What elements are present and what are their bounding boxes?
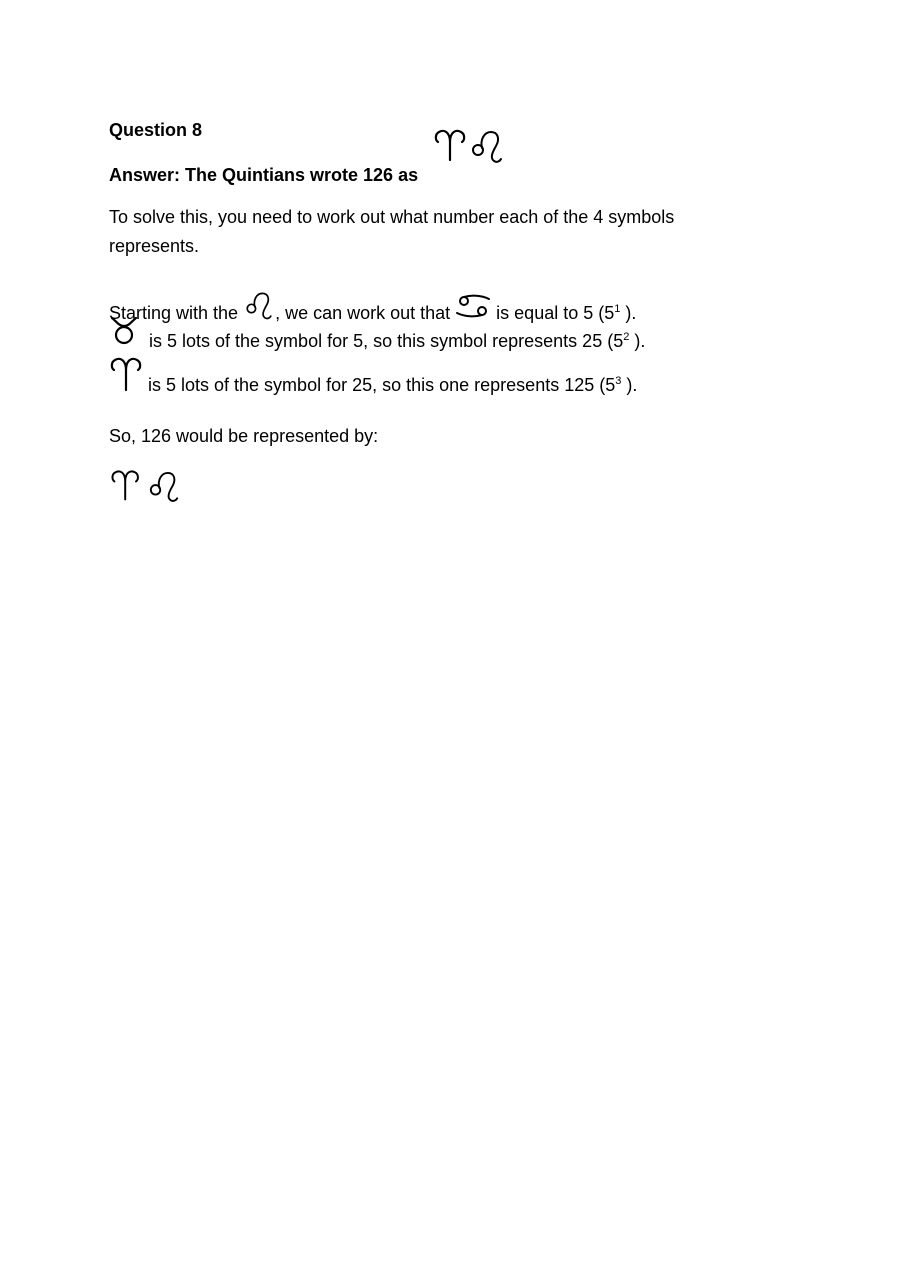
aries-icon [108,356,148,392]
aries-line-text-a: is 5 lots of the symbol for 25, so this one represents 125 (5 [148,375,616,395]
taurus-line-text-a: is 5 lots of the symbol for 5, so this symbol represents 25 (5 [149,331,624,351]
taurus-icon [109,314,139,348]
leo-line-text-a: Starting with the [109,303,244,323]
leo-icon [470,128,504,166]
cancer-line-text-c: is equal to 5 (5 [491,303,615,323]
leo-cancer-line [109,290,636,324]
intro-line-2: represents. [109,236,200,256]
aries-line [148,374,637,396]
conclusion-text: So, 126 would be represented by: [109,426,379,446]
cancer-icon [455,294,491,320]
superscript-1: 1 [614,303,621,315]
cancer-line-text-d: ). [620,303,637,323]
leo-line-text-b: , we can work out that [275,303,456,323]
superscript-2: 2 [623,331,630,343]
leo-icon [243,290,275,322]
answer-heading: Answer: The Quintians wrote 126 as [109,165,419,185]
taurus-line [149,330,645,352]
leo-icon [148,468,180,506]
aries-line-text-b: ). [621,375,638,395]
aries-icon [109,466,145,504]
question-title: Question 8 [109,120,203,140]
superscript-3: 3 [615,375,622,387]
taurus-line-text-b: ). [629,331,646,351]
intro-line-1: To solve this, you need to work out what number each of the 4 symbols [109,207,675,227]
